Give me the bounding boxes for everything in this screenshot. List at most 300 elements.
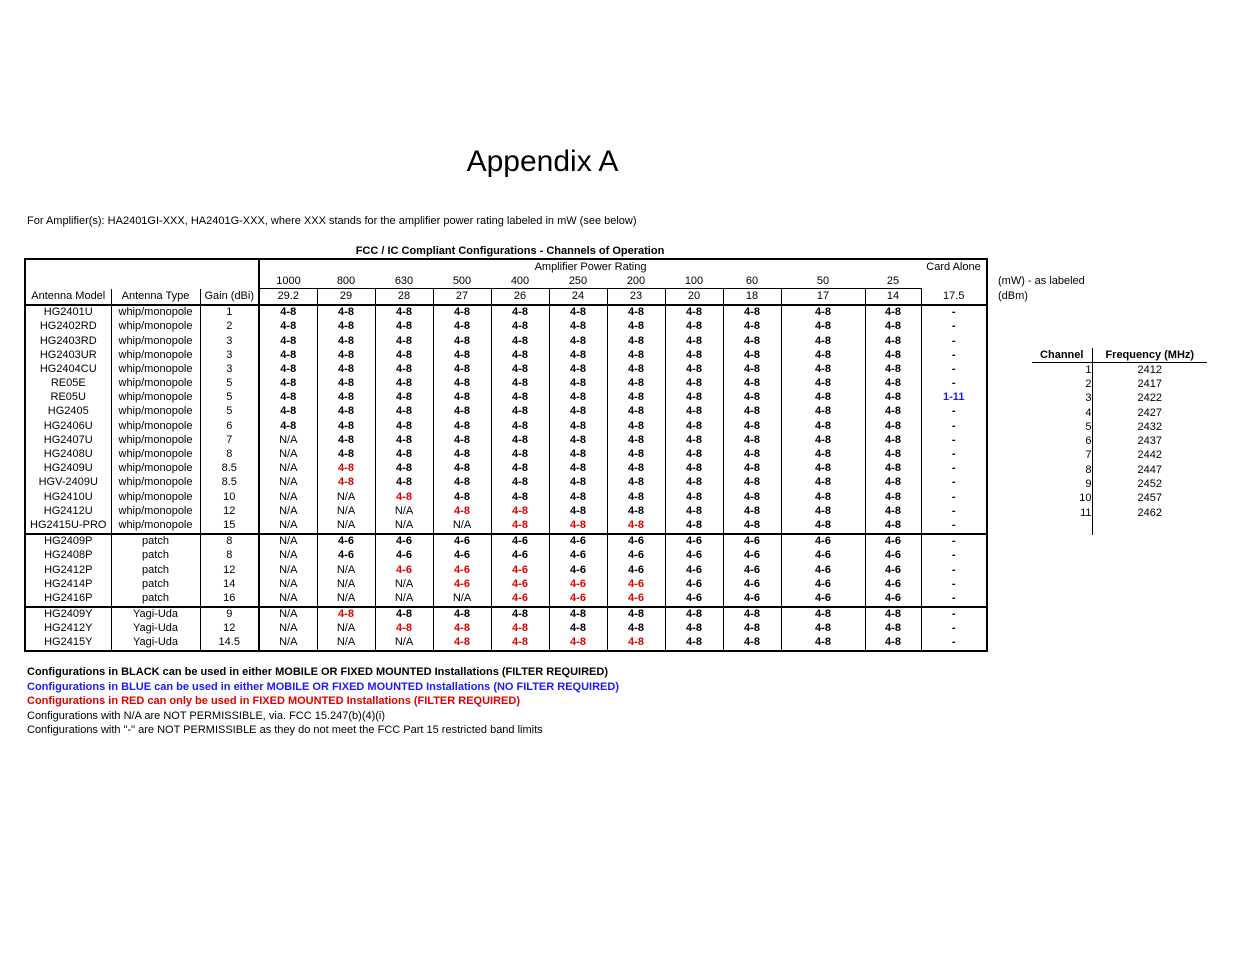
antenna-type-cell: whip/monopole: [111, 305, 200, 320]
channel-range-cell: N/A: [375, 504, 433, 518]
channel-range-cell: 4-8: [607, 607, 665, 622]
channel-range-cell: 4-8: [549, 405, 607, 419]
channel-range-cell: 4-6: [375, 534, 433, 549]
channel-range-cell: 4-8: [433, 504, 491, 518]
channel-range-cell: 4-8: [781, 433, 865, 447]
channel-range-cell: 4-8: [491, 490, 549, 504]
antenna-type-cell: whip/monopole: [111, 518, 200, 533]
channel-range-cell: 4-8: [865, 305, 921, 320]
channel-range-cell: 4-8: [317, 305, 375, 320]
channel-range-cell: 4-8: [317, 334, 375, 348]
antenna-model-cell: HG2403RD: [39, 334, 97, 347]
channel-range-cell: 4-8: [723, 305, 781, 320]
channel-range-cell: 4-8: [259, 320, 317, 334]
channel-range-cell: 4-8: [723, 348, 781, 362]
mw-rating-cell: 630: [375, 274, 433, 289]
channel-range-cell: 4-8: [665, 433, 723, 447]
channel-range-cell: 4-6: [549, 577, 607, 591]
gain-cell: 8: [200, 549, 259, 563]
channel-range-cell: 4-8: [549, 348, 607, 362]
antenna-type-cell: whip/monopole: [111, 320, 200, 334]
note-black: Configurations in BLACK can be used in either MOBILE OR FIXED MOUNTED Installations (FILTER REQUIRED): [27, 666, 608, 678]
antenna-type-cell: whip/monopole: [111, 348, 200, 362]
channel-range-cell: 4-8: [865, 607, 921, 622]
card-alone-cell: -: [921, 563, 987, 577]
channel-range-cell: 4-8: [665, 320, 723, 334]
col-header-gain: Gain (dBi): [200, 289, 259, 305]
gain-cell: 3: [200, 362, 259, 376]
channel-range-cell: 4-8: [723, 334, 781, 348]
channel-range-cell: 4-6: [433, 534, 491, 549]
channel-range-cell: 4-8: [433, 377, 491, 391]
channel-range-cell: 4-8: [317, 447, 375, 461]
channel-range-cell: 4-8: [491, 348, 549, 362]
mw-rating-cell: 250: [549, 274, 607, 289]
channel-range-cell: 4-8: [549, 433, 607, 447]
channel-range-cell: 4-8: [781, 348, 865, 362]
antenna-type-cell: whip/monopole: [111, 391, 200, 405]
antenna-type-cell: patch: [111, 534, 200, 549]
channel-range-cell: 4-8: [433, 391, 491, 405]
channel-row: [1032, 463, 1207, 477]
gain-cell: 10: [200, 490, 259, 504]
channel-row: [1032, 377, 1207, 391]
channel-range-cell: 4-8: [781, 504, 865, 518]
channel-range-cell: 4-8: [865, 320, 921, 334]
channel-range-cell: 4-8: [607, 636, 665, 651]
channel-range-cell: 4-8: [491, 433, 549, 447]
antenna-model-cell: RE05E: [50, 377, 86, 390]
channel-range-cell: 4-8: [549, 476, 607, 490]
channel-range-cell: 4-8: [317, 419, 375, 433]
channel-range-cell: 4-8: [607, 476, 665, 490]
note-red: Configurations in RED can only be used in FIXED MOUNTED Installations (FILTER REQUIRED): [27, 695, 520, 708]
channel-range-cell: 4-8: [317, 607, 375, 622]
card-alone-cell: -: [921, 504, 987, 518]
channel-frequency: 2452: [1137, 478, 1162, 491]
table-row: [25, 334, 987, 348]
card-alone-cell: -: [921, 447, 987, 461]
mw-rating-cell: 60: [723, 274, 781, 289]
channel-range-cell: 4-8: [549, 504, 607, 518]
card-alone-cell: -: [921, 534, 987, 549]
antenna-model-cell: HG2402RD: [39, 320, 97, 333]
channel-range-cell: 4-8: [781, 405, 865, 419]
gain-cell: 7: [200, 433, 259, 447]
antenna-type-cell: whip/monopole: [111, 405, 200, 419]
channel-range-cell: 4-8: [433, 362, 491, 376]
channel-range-cell: 4-8: [433, 476, 491, 490]
channel-range-cell: 4-8: [375, 334, 433, 348]
channel-range-cell: 4-8: [375, 490, 433, 504]
antenna-type-cell: patch: [111, 549, 200, 563]
channel-range-cell: 4-8: [665, 377, 723, 391]
channel-range-cell: N/A: [259, 490, 317, 504]
antenna-type-cell: Yagi-Uda: [111, 636, 200, 651]
gain-cell: 8.5: [200, 462, 259, 476]
antenna-model-cell: HG2410U: [43, 490, 93, 503]
channel-range-cell: 4-8: [865, 405, 921, 419]
table-row: [25, 549, 987, 563]
channel-range-cell: 4-8: [781, 518, 865, 533]
channel-range-cell: 4-8: [375, 320, 433, 334]
channel-range-cell: 4-8: [317, 405, 375, 419]
channel-range-cell: 4-6: [865, 591, 921, 606]
channel-range-cell: 4-8: [433, 334, 491, 348]
channel-range-cell: 4-8: [607, 348, 665, 362]
channel-range-cell: 4-8: [375, 447, 433, 461]
channel-range-cell: 4-8: [491, 462, 549, 476]
channel-range-cell: N/A: [317, 563, 375, 577]
table-row: [25, 490, 987, 504]
mw-unit-label: (mW) - as labeled: [998, 275, 1085, 287]
antenna-type-cell: patch: [111, 563, 200, 577]
channel-range-cell: 4-8: [723, 433, 781, 447]
channel-range-cell: 4-8: [549, 607, 607, 622]
mw-rating-cell: 25: [865, 274, 921, 289]
channel-range-cell: 4-6: [665, 577, 723, 591]
channel-range-cell: 4-6: [317, 534, 375, 549]
channel-range-cell: 4-8: [433, 636, 491, 651]
legend-notes: [27, 665, 619, 738]
antenna-type-cell: patch: [111, 577, 200, 591]
channel-range-cell: 4-8: [865, 419, 921, 433]
card-alone-cell: -: [921, 433, 987, 447]
channel-row: [1032, 492, 1207, 506]
channel-range-cell: 4-6: [723, 534, 781, 549]
gain-cell: 1: [200, 305, 259, 320]
channel-range-cell: 4-8: [865, 462, 921, 476]
card-alone-cell: -: [921, 377, 987, 391]
channel-range-cell: 4-8: [723, 518, 781, 533]
table-row: [25, 362, 987, 376]
channel-range-cell: 4-6: [781, 549, 865, 563]
channel-range-cell: 4-8: [375, 348, 433, 362]
channel-range-cell: N/A: [259, 447, 317, 461]
channel-range-cell: N/A: [375, 591, 433, 606]
table-row: [25, 419, 987, 433]
channel-range-cell: 4-6: [607, 549, 665, 563]
channel-range-cell: 4-6: [865, 549, 921, 563]
gain-cell: 2: [200, 320, 259, 334]
channel-range-cell: 4-8: [607, 305, 665, 320]
channel-range-cell: 4-8: [375, 462, 433, 476]
channel-range-cell: 4-8: [259, 405, 317, 419]
channel-range-cell: 4-8: [865, 476, 921, 490]
channel-range-cell: 4-8: [549, 636, 607, 651]
card-alone-cell: -: [921, 518, 987, 533]
channel-frequency: 2427: [1137, 406, 1162, 419]
channel-range-cell: 4-8: [375, 377, 433, 391]
antenna-type-cell: patch: [111, 591, 200, 606]
channel-range-cell: 4-8: [723, 362, 781, 376]
col-header-channel: Channel: [1032, 348, 1092, 363]
channel-range-cell: 4-8: [723, 447, 781, 461]
channel-range-cell: 4-8: [491, 334, 549, 348]
channel-range-cell: 4-8: [781, 636, 865, 651]
channel-range-cell: 4-8: [491, 362, 549, 376]
channel-row: [1032, 392, 1207, 406]
channel-range-cell: 4-6: [549, 534, 607, 549]
channel-range-cell: 4-8: [433, 348, 491, 362]
page-title: Appendix A: [466, 145, 619, 178]
channel-range-cell: 4-6: [491, 534, 549, 549]
channel-range-cell: 4-8: [665, 636, 723, 651]
channel-range-cell: 4-8: [259, 348, 317, 362]
channel-range-cell: 4-8: [865, 377, 921, 391]
channel-range-cell: 4-8: [491, 419, 549, 433]
channel-frequency: 2447: [1137, 463, 1162, 476]
channel-range-cell: 4-8: [665, 476, 723, 490]
mw-rating-cell: 1000: [259, 274, 317, 289]
channel-row: [1032, 406, 1207, 420]
channel-row: [1032, 363, 1207, 378]
channel-range-cell: 4-8: [549, 622, 607, 636]
channel-range-cell: 4-8: [723, 320, 781, 334]
channel-range-cell: 4-8: [491, 636, 549, 651]
channel-range-cell: 4-8: [781, 607, 865, 622]
channel-range-cell: 4-8: [865, 334, 921, 348]
gain-cell: 6: [200, 419, 259, 433]
dbm-unit-label: (dBm): [998, 290, 1028, 302]
channel-range-cell: 4-8: [781, 490, 865, 504]
channel-range-cell: 4-6: [781, 591, 865, 606]
channel-row: [1032, 420, 1207, 434]
channel-number: 1: [1032, 363, 1092, 378]
dbm-rating-cell: 27: [433, 289, 491, 305]
mw-rating-cell: 100: [665, 274, 723, 289]
channel-range-cell: 4-8: [665, 518, 723, 533]
channel-range-cell: 4-8: [865, 447, 921, 461]
dbm-rating-cell: 29: [317, 289, 375, 305]
channel-frequency-table: [1032, 348, 1207, 535]
channel-range-cell: 4-8: [781, 391, 865, 405]
antenna-type-cell: whip/monopole: [111, 334, 200, 348]
antenna-model-cell: HG2409Y: [44, 608, 93, 621]
channel-range-cell: 4-6: [865, 534, 921, 549]
card-alone-label: Card Alone: [926, 260, 981, 273]
antenna-type-cell: whip/monopole: [111, 504, 200, 518]
channel-range-cell: 4-8: [781, 462, 865, 476]
channel-range-cell: 4-8: [607, 391, 665, 405]
table-row: [25, 636, 987, 651]
channel-range-cell: 4-8: [375, 305, 433, 320]
channel-range-cell: 4-8: [375, 391, 433, 405]
channel-range-cell: N/A: [317, 490, 375, 504]
channel-range-cell: 4-8: [865, 433, 921, 447]
channel-range-cell: 4-8: [549, 305, 607, 320]
antenna-type-cell: whip/monopole: [111, 462, 200, 476]
channel-range-cell: N/A: [317, 504, 375, 518]
channel-range-cell: 4-8: [549, 334, 607, 348]
channel-range-cell: N/A: [259, 636, 317, 651]
dbm-rating-cell: 17.5: [921, 289, 987, 305]
channel-range-cell: 4-8: [491, 607, 549, 622]
channel-range-cell: 4-8: [433, 607, 491, 622]
channel-range-cell: 4-8: [781, 419, 865, 433]
amplifier-description: For Amplifier(s): HA2401GI-XXX, HA2401G-XXX, where XXX stands for the amplifier power rating labeled in mW (see below): [27, 215, 637, 227]
channel-range-cell: 4-8: [549, 490, 607, 504]
channel-range-cell: 4-8: [865, 362, 921, 376]
gain-cell: 5: [200, 391, 259, 405]
channel-range-cell: N/A: [433, 591, 491, 606]
channel-range-cell: 4-8: [549, 419, 607, 433]
antenna-model-cell: HG2409P: [44, 535, 93, 548]
channel-range-cell: N/A: [259, 433, 317, 447]
table-row: [25, 591, 987, 606]
channel-range-cell: 4-8: [865, 622, 921, 636]
channel-range-cell: 4-8: [723, 636, 781, 651]
channel-range-cell: 4-8: [665, 622, 723, 636]
antenna-type-cell: Yagi-Uda: [111, 607, 200, 622]
table-row: [25, 607, 987, 622]
channel-range-cell: 4-8: [723, 490, 781, 504]
channel-range-cell: 4-8: [607, 334, 665, 348]
channel-range-cell: N/A: [259, 462, 317, 476]
table-row: [25, 405, 987, 419]
channel-range-cell: 4-8: [433, 622, 491, 636]
antenna-model-cell: HG2406U: [43, 419, 93, 432]
channel-range-cell: 4-8: [865, 391, 921, 405]
dbm-rating-cell: 14: [865, 289, 921, 305]
compliance-table: [24, 258, 988, 652]
card-alone-cell: -: [921, 405, 987, 419]
channel-range-cell: 4-8: [665, 447, 723, 461]
channel-range-cell: 4-8: [665, 334, 723, 348]
note-blue: Configurations in BLUE can be used in either MOBILE OR FIXED MOUNTED Installations (NO FILTER REQUIRED): [27, 680, 619, 693]
antenna-model-cell: HG2414P: [44, 577, 93, 590]
channel-range-cell: 4-8: [491, 320, 549, 334]
channel-frequency: 2437: [1137, 435, 1162, 448]
channel-range-cell: 4-8: [723, 504, 781, 518]
dbm-rating-cell: 24: [549, 289, 607, 305]
table-row: [25, 391, 987, 405]
table-title: FCC / IC Compliant Configurations - Channels of Operation: [355, 245, 665, 257]
col-header-type: Antenna Type: [111, 289, 200, 305]
channel-range-cell: 4-8: [865, 636, 921, 651]
channel-range-cell: 4-8: [723, 405, 781, 419]
channel-frequency: 2432: [1137, 420, 1162, 433]
channel-range-cell: 4-6: [607, 591, 665, 606]
channel-range-cell: 4-8: [865, 504, 921, 518]
channel-range-cell: N/A: [259, 591, 317, 606]
channel-range-cell: 4-8: [549, 377, 607, 391]
antenna-model-cell: HG2409U: [43, 462, 93, 475]
antenna-model-cell: HGV-2409U: [38, 476, 98, 489]
channel-range-cell: 4-8: [375, 607, 433, 622]
antenna-type-cell: whip/monopole: [111, 362, 200, 376]
gain-cell: 9: [200, 607, 259, 622]
channel-range-cell: 4-8: [723, 476, 781, 490]
channel-range-cell: N/A: [375, 577, 433, 591]
antenna-type-cell: whip/monopole: [111, 476, 200, 490]
channel-range-cell: 4-8: [665, 419, 723, 433]
dbm-rating-cell: 28: [375, 289, 433, 305]
channel-range-cell: 4-6: [781, 577, 865, 591]
channel-number: 8: [1032, 463, 1092, 477]
channel-range-cell: 4-8: [433, 419, 491, 433]
channel-range-cell: 4-6: [665, 563, 723, 577]
channel-range-cell: 4-8: [607, 504, 665, 518]
channel-range-cell: 4-8: [491, 504, 549, 518]
note-dash: Configurations with "-" are NOT PERMISSIBLE as they do not meet the FCC Part 15 restricted band limits: [27, 724, 543, 737]
antenna-model-cell: HG2408P: [44, 549, 93, 562]
channel-range-cell: N/A: [259, 534, 317, 549]
channel-range-cell: 4-8: [491, 405, 549, 419]
channel-range-cell: 4-8: [781, 320, 865, 334]
channel-range-cell: N/A: [317, 577, 375, 591]
channel-range-cell: 4-8: [781, 447, 865, 461]
channel-range-cell: 4-8: [491, 305, 549, 320]
channel-range-cell: 4-8: [491, 476, 549, 490]
dbm-rating-cell: 18: [723, 289, 781, 305]
channel-number: 11: [1032, 506, 1092, 520]
antenna-model-cell: HG2405: [47, 405, 89, 418]
table-row: [25, 518, 987, 533]
mw-rating-cell: 50: [781, 274, 865, 289]
table-row: [25, 433, 987, 447]
channel-range-cell: N/A: [259, 476, 317, 490]
channel-range-cell: 4-8: [781, 362, 865, 376]
channel-range-cell: 4-8: [317, 362, 375, 376]
channel-range-cell: 4-8: [607, 377, 665, 391]
table-row: [25, 305, 987, 320]
channel-range-cell: N/A: [259, 549, 317, 563]
channel-frequency: 2412: [1137, 363, 1162, 376]
note-na: Configurations with N/A are NOT PERMISSIBLE, via. FCC 15.247(b)(4)(i): [27, 709, 386, 722]
channel-range-cell: 4-8: [317, 320, 375, 334]
channel-range-cell: 4-6: [607, 563, 665, 577]
antenna-model-cell: HG2408U: [43, 448, 93, 461]
channel-range-cell: 4-8: [865, 490, 921, 504]
table-row: [25, 348, 987, 362]
channel-range-cell: 4-8: [607, 447, 665, 461]
channel-range-cell: 4-8: [317, 377, 375, 391]
gain-cell: 12: [200, 504, 259, 518]
channel-range-cell: 4-8: [259, 334, 317, 348]
antenna-model-cell: HG2412P: [44, 563, 93, 576]
channel-range-cell: 4-8: [375, 419, 433, 433]
channel-row: [1032, 449, 1207, 463]
dbm-rating-cell: 17: [781, 289, 865, 305]
channel-range-cell: 4-8: [433, 405, 491, 419]
channel-range-cell: 4-8: [665, 391, 723, 405]
channel-range-cell: 4-6: [375, 549, 433, 563]
channel-range-cell: 4-8: [607, 320, 665, 334]
channel-range-cell: 4-8: [781, 305, 865, 320]
dbm-rating-cell: 29.2: [259, 289, 317, 305]
channel-frequency: 2457: [1137, 492, 1162, 505]
channel-frequency: 2422: [1137, 392, 1162, 405]
antenna-model-cell: HG2412U: [43, 504, 93, 517]
channel-range-cell: 4-8: [375, 476, 433, 490]
antenna-type-cell: whip/monopole: [111, 490, 200, 504]
channel-range-cell: 4-8: [607, 405, 665, 419]
channel-range-cell: 4-8: [723, 462, 781, 476]
channel-range-cell: N/A: [375, 636, 433, 651]
table-row: [25, 377, 987, 391]
gain-cell: 12: [200, 622, 259, 636]
channel-range-cell: N/A: [317, 591, 375, 606]
channel-range-cell: 4-8: [317, 433, 375, 447]
channel-range-cell: 4-6: [665, 549, 723, 563]
header-row-1: [25, 259, 987, 274]
channel-range-cell: N/A: [259, 577, 317, 591]
channel-frequency: 2462: [1137, 506, 1162, 519]
channel-range-cell: 4-8: [317, 348, 375, 362]
dbm-rating-cell: 26: [491, 289, 549, 305]
channel-range-cell: 4-8: [865, 518, 921, 533]
